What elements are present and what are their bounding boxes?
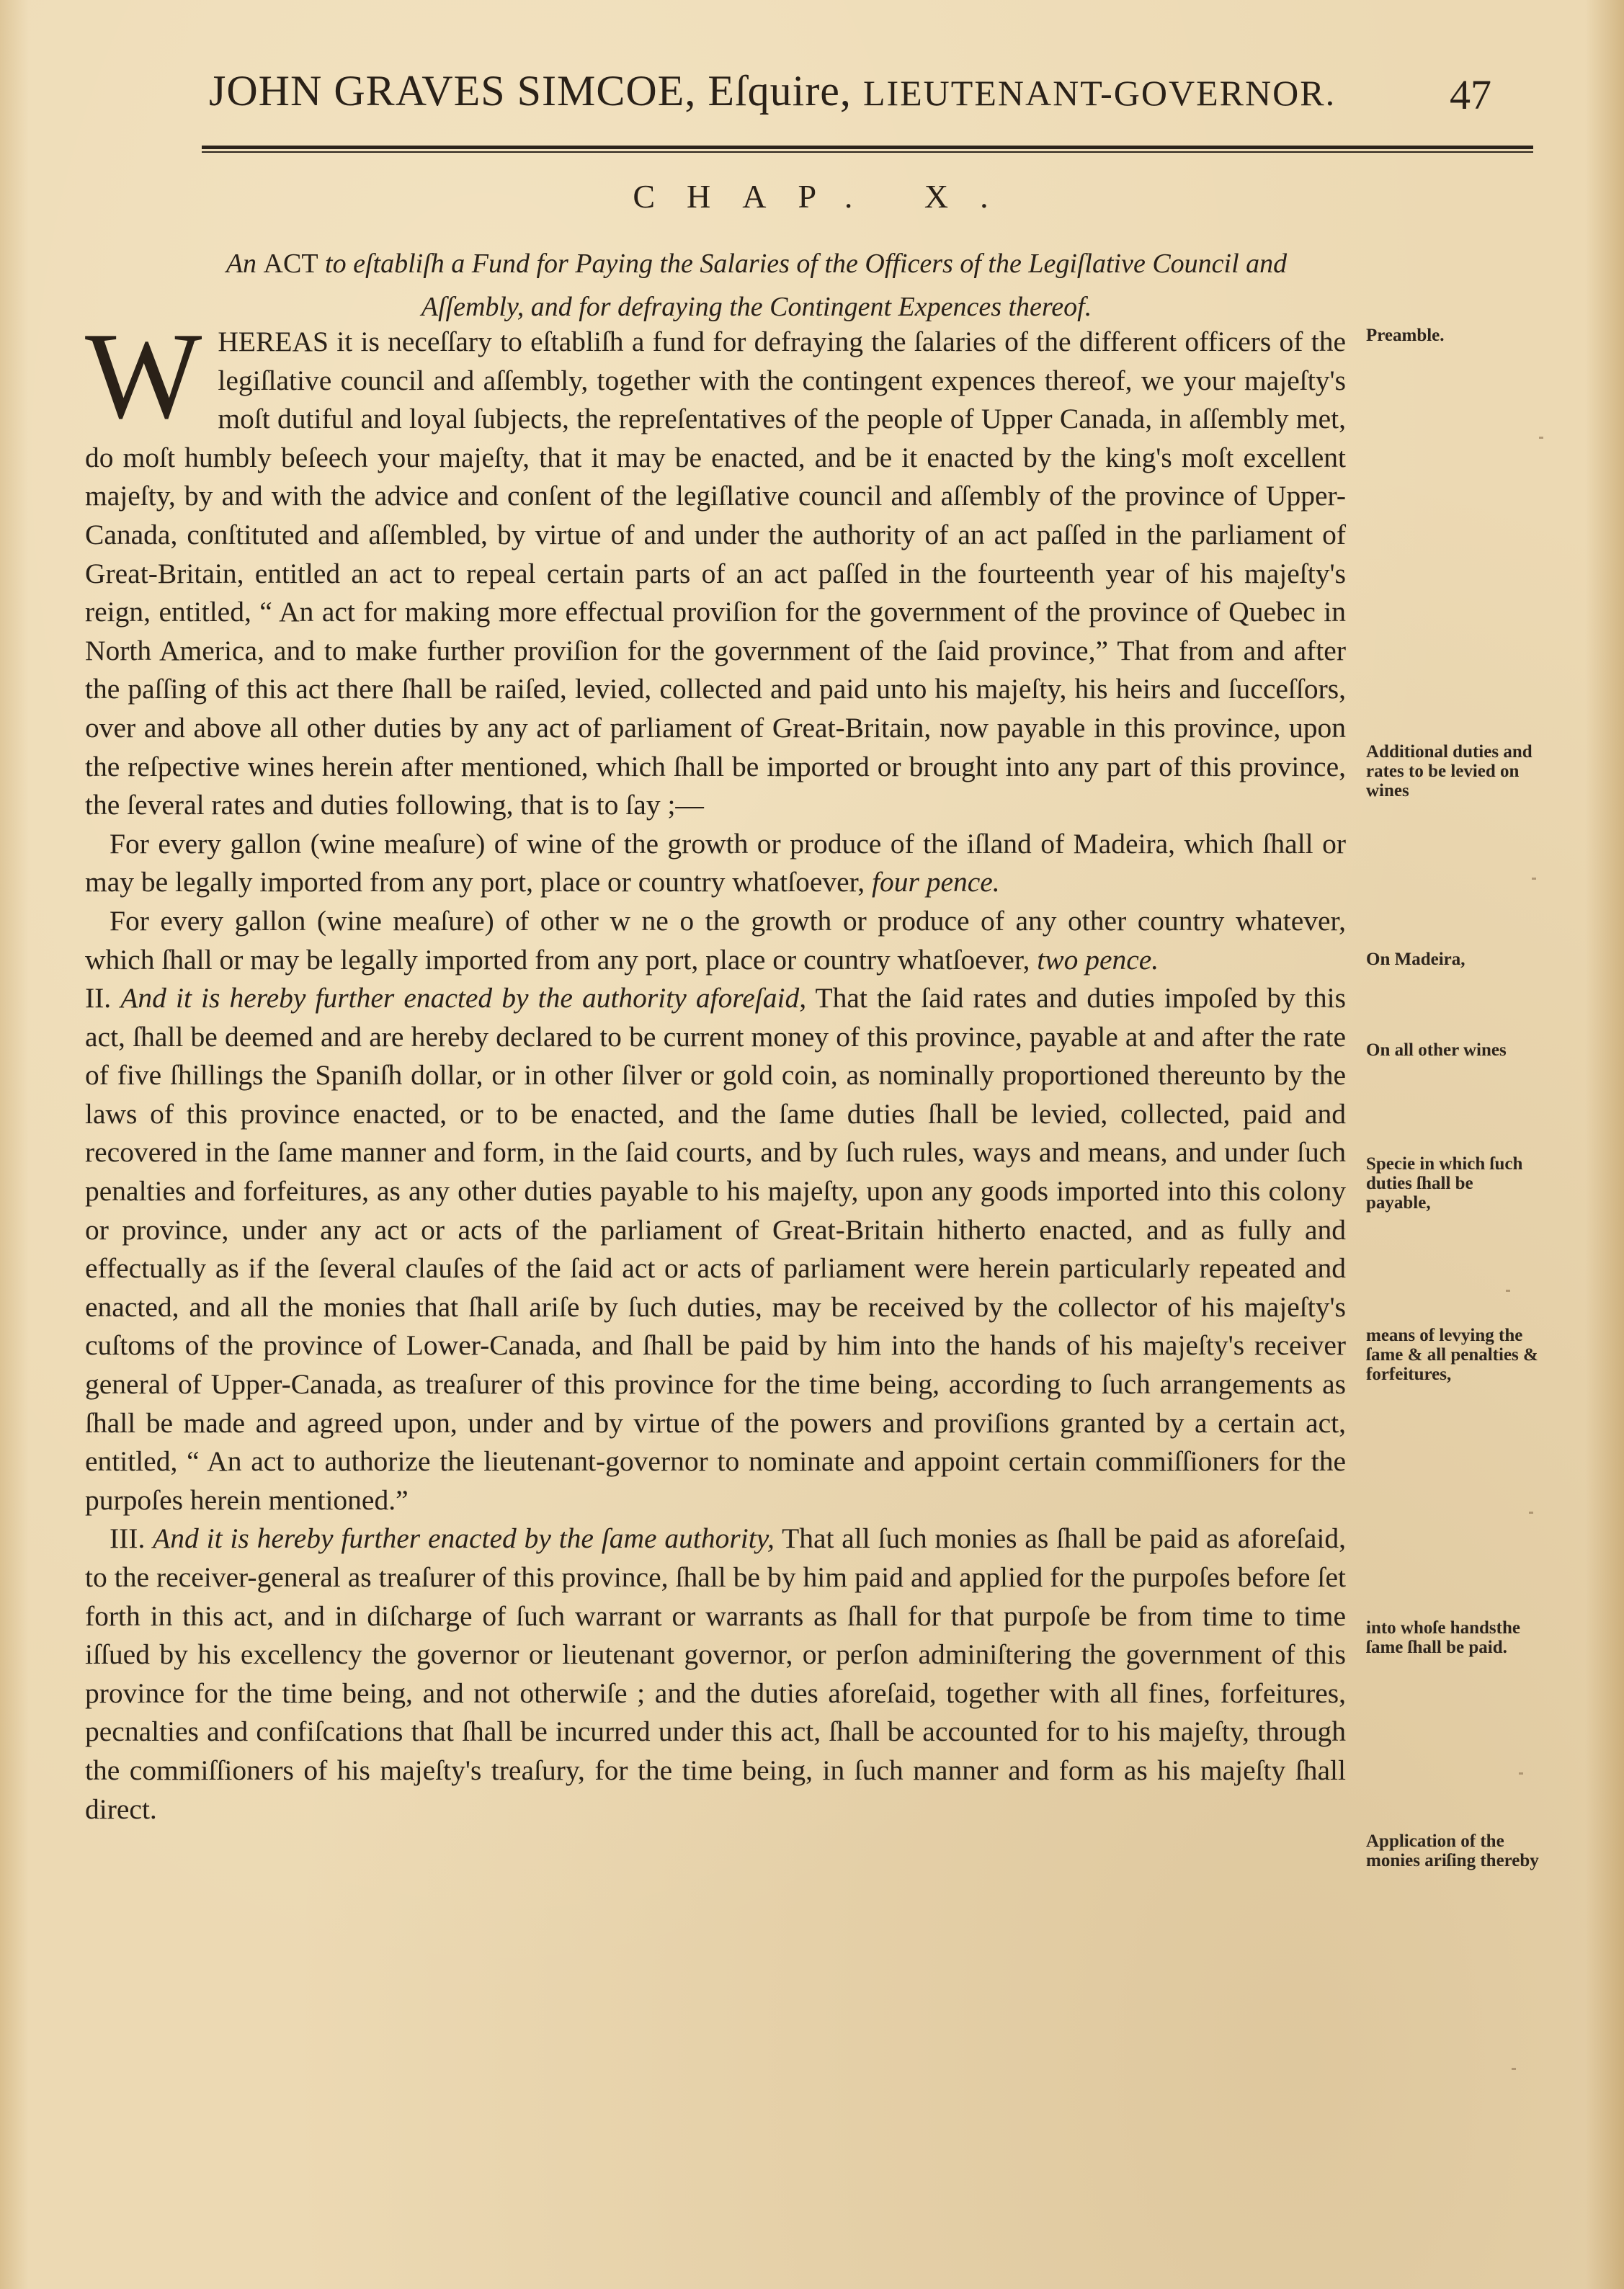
preamble-text: HEREAS it is neceſſary to eſtabliſh a fund for defraying the ſalaries of the different officers of the legiſlative council and aſſembly, together with the contingent expences thereof, we your majeſty's moſt dutiful and loyal ſubjects, the repreſentatives of the people of Upper Canada, in aſſembly met, do moſt humbly beſeech your majeſty, that it may be enacted, and be it enacted by the king's moſt excellent majeſty, by and with the advice and conſent of the legiſlative council and aſſembly of the province of Upper-Canada, conſtituted and aſſembled, by virtue of and under the authority of an act paſſed in the parliament of Great-Britain, entitled an act to repeal certain parts of an act paſſed in the fourteenth year of his majeſty's reign, entitled, “ An act for making more effectual proviſion for the government of the province of Quebec in North America, and to make further proviſion for the government of the ſaid province,” That from and after the paſſing of this act there ſhall be raiſed, levied, collected and paid unto his majeſty, his heirs and ſucceſſors, over and above all other duties by any act of parliament of Great-Britain, now payable in this province, upon the reſpective wines herein after mentioned, which ſhall be imported or brought into any part of this province, the ſeveral rates and duties following, that is to ſay ;— [85,326,1346,821]
margin-note-means: means of levying the ſame & all penalties & forfeitures, [1366,1326,1538,1384]
section-2-enacting: And it is hereby further enacted by the authority aforeſaid, [120,982,807,1014]
margin-note-application: Application of the monies ariſing thereby [1366,1831,1539,1870]
page-number: 47 [1450,71,1491,118]
act-title [108,242,1405,329]
paper-speck [1506,1290,1510,1292]
paper-speck [1519,1772,1523,1775]
section-2-paragraph [85,979,1346,1520]
margin-note-madeira: On Madeira, [1366,950,1465,969]
section-3-paragraph [85,1520,1346,1829]
other-wines-rate: two pence. [1037,943,1159,976]
act-body [85,308,1347,1829]
act-title-rest: to eſtabliſh a Fund for Paying the Salaries of the Officers of the Legiſlative Council and [325,249,1288,279]
section-3-enacting: And it is hereby further enacted by the ſame authority, [153,1522,775,1555]
paper-speck [1539,437,1543,439]
margin-note-other-wines: On all other wines [1366,1040,1507,1060]
running-head [209,66,1336,116]
section-2-number: II. [85,982,112,1014]
margin-note-into-whose: into whoſe handsthe ſame ſhall be paid. [1366,1618,1520,1657]
madeira-text: For every gallon (wine meaſure) of wine of the growth or produce of the iſland of Madeira, which ſhall or may be legally imported from any port, place or country whatſoever, [85,827,1346,898]
section-3-text: That all ſuch monies as ſhall be paid as aforeſaid, to the receiver-general as treaſurer of this province, ſhall be by him paid and applied for the purpoſes before ſet forth in this act, and in diſcharge of ſuch warrant or warrants as ſhall for that purpoſe be from time to time iſſued by his excellency the governor or lieutenant governor, or perſon adminiſtering the government of this province for the time being, and not otherwiſe ; and the duties aforeſaid, together with all fines, forfeitures, pecnalties and confiſcations that ſhall be incurred under this act, ſhall be accounted for to his majeſty, through the commiſſioners of his majeſty's treaſury, for the time being, in ſuch manner and form as his majeſty ſhall direct. [85,1522,1347,1825]
preamble-paragraph [85,308,1346,825]
margin-note-specie: Specie in which ſuch duties ſhall be payable, [1366,1154,1523,1213]
madeira-rate: four pence. [871,866,1000,898]
other-wines-paragraph [85,902,1346,979]
section-3-number: III. [110,1522,146,1555]
act-title-line-2: Aſſembly, and for defraying the Contingent Expences thereof. [421,292,1092,322]
running-head-smallcaps: LIEUTENANT-GOVERNOR. [862,73,1337,113]
paper-speck [1532,878,1536,880]
page-header [209,66,1491,124]
act-title-act: ACT [263,249,318,279]
section-2-text: That the ſaid rates and duties impoſed by this act, ſhall be deemed and are hereby declared to be current money of this province, payable at and after the rate of five ſhillings the Spaniſh dollar, or in other ſilver or gold coin, as nominally proportioned thereunto by the laws of this province enacted, or to be enacted, and the ſame duties ſhall be levied, collected, paid and recovered in the ſame manner and form, in the ſaid courts, and by ſuch rules, ways and means, and under ſuch penalties and forfeitures, as any other duties payable to his majeſty, upon any goods imported into this colony or province, under any act or acts of the parliament of Great-Britain hitherto enacted, and as fully and effectually as if the ſeveral clauſes of the ſaid act or acts of parliament were herein particularly repeated and enacted, and all the monies that ſhall ariſe by ſuch duties, may be received by the collector of his majeſty's cuſtoms of the province of Lower-Canada, and ſhall be paid by him into the hands of his majeſty's receiver general of Upper-Canada, as treaſurer of this province for the time being, according to ſuch arrangements as ſhall be made and agreed upon, under and by virtue of the powers and proviſions granted by a certain act, entitled, “ An act to authorize the lieutenant-governor to nominate and appoint certain commiſſioners for the purpoſes herein mentioned.” [85,982,1346,1516]
other-wines-text: For every gallon (wine meaſure) of other w ne o the growth or produce of any other country whatever, which ſhall or may be legally imported from any port, place or country whatſoever, [85,904,1346,976]
act-title-prefix: An [226,249,257,279]
paper-speck [1529,1512,1533,1514]
chapter-heading: CHAP. X. [633,178,1020,215]
madeira-paragraph [85,825,1346,902]
paper-speck [1512,2068,1516,2070]
margin-note-preamble: Preamble. [1366,326,1445,345]
margin-note-additional-duties: Additional duties and rates to be levied on wines [1366,742,1532,800]
drop-cap: W [85,308,202,445]
running-head-main: JOHN GRAVES SIMCOE, Eſquire, [209,67,863,115]
header-rule [202,146,1533,153]
act-title-line-1 [108,242,1405,285]
